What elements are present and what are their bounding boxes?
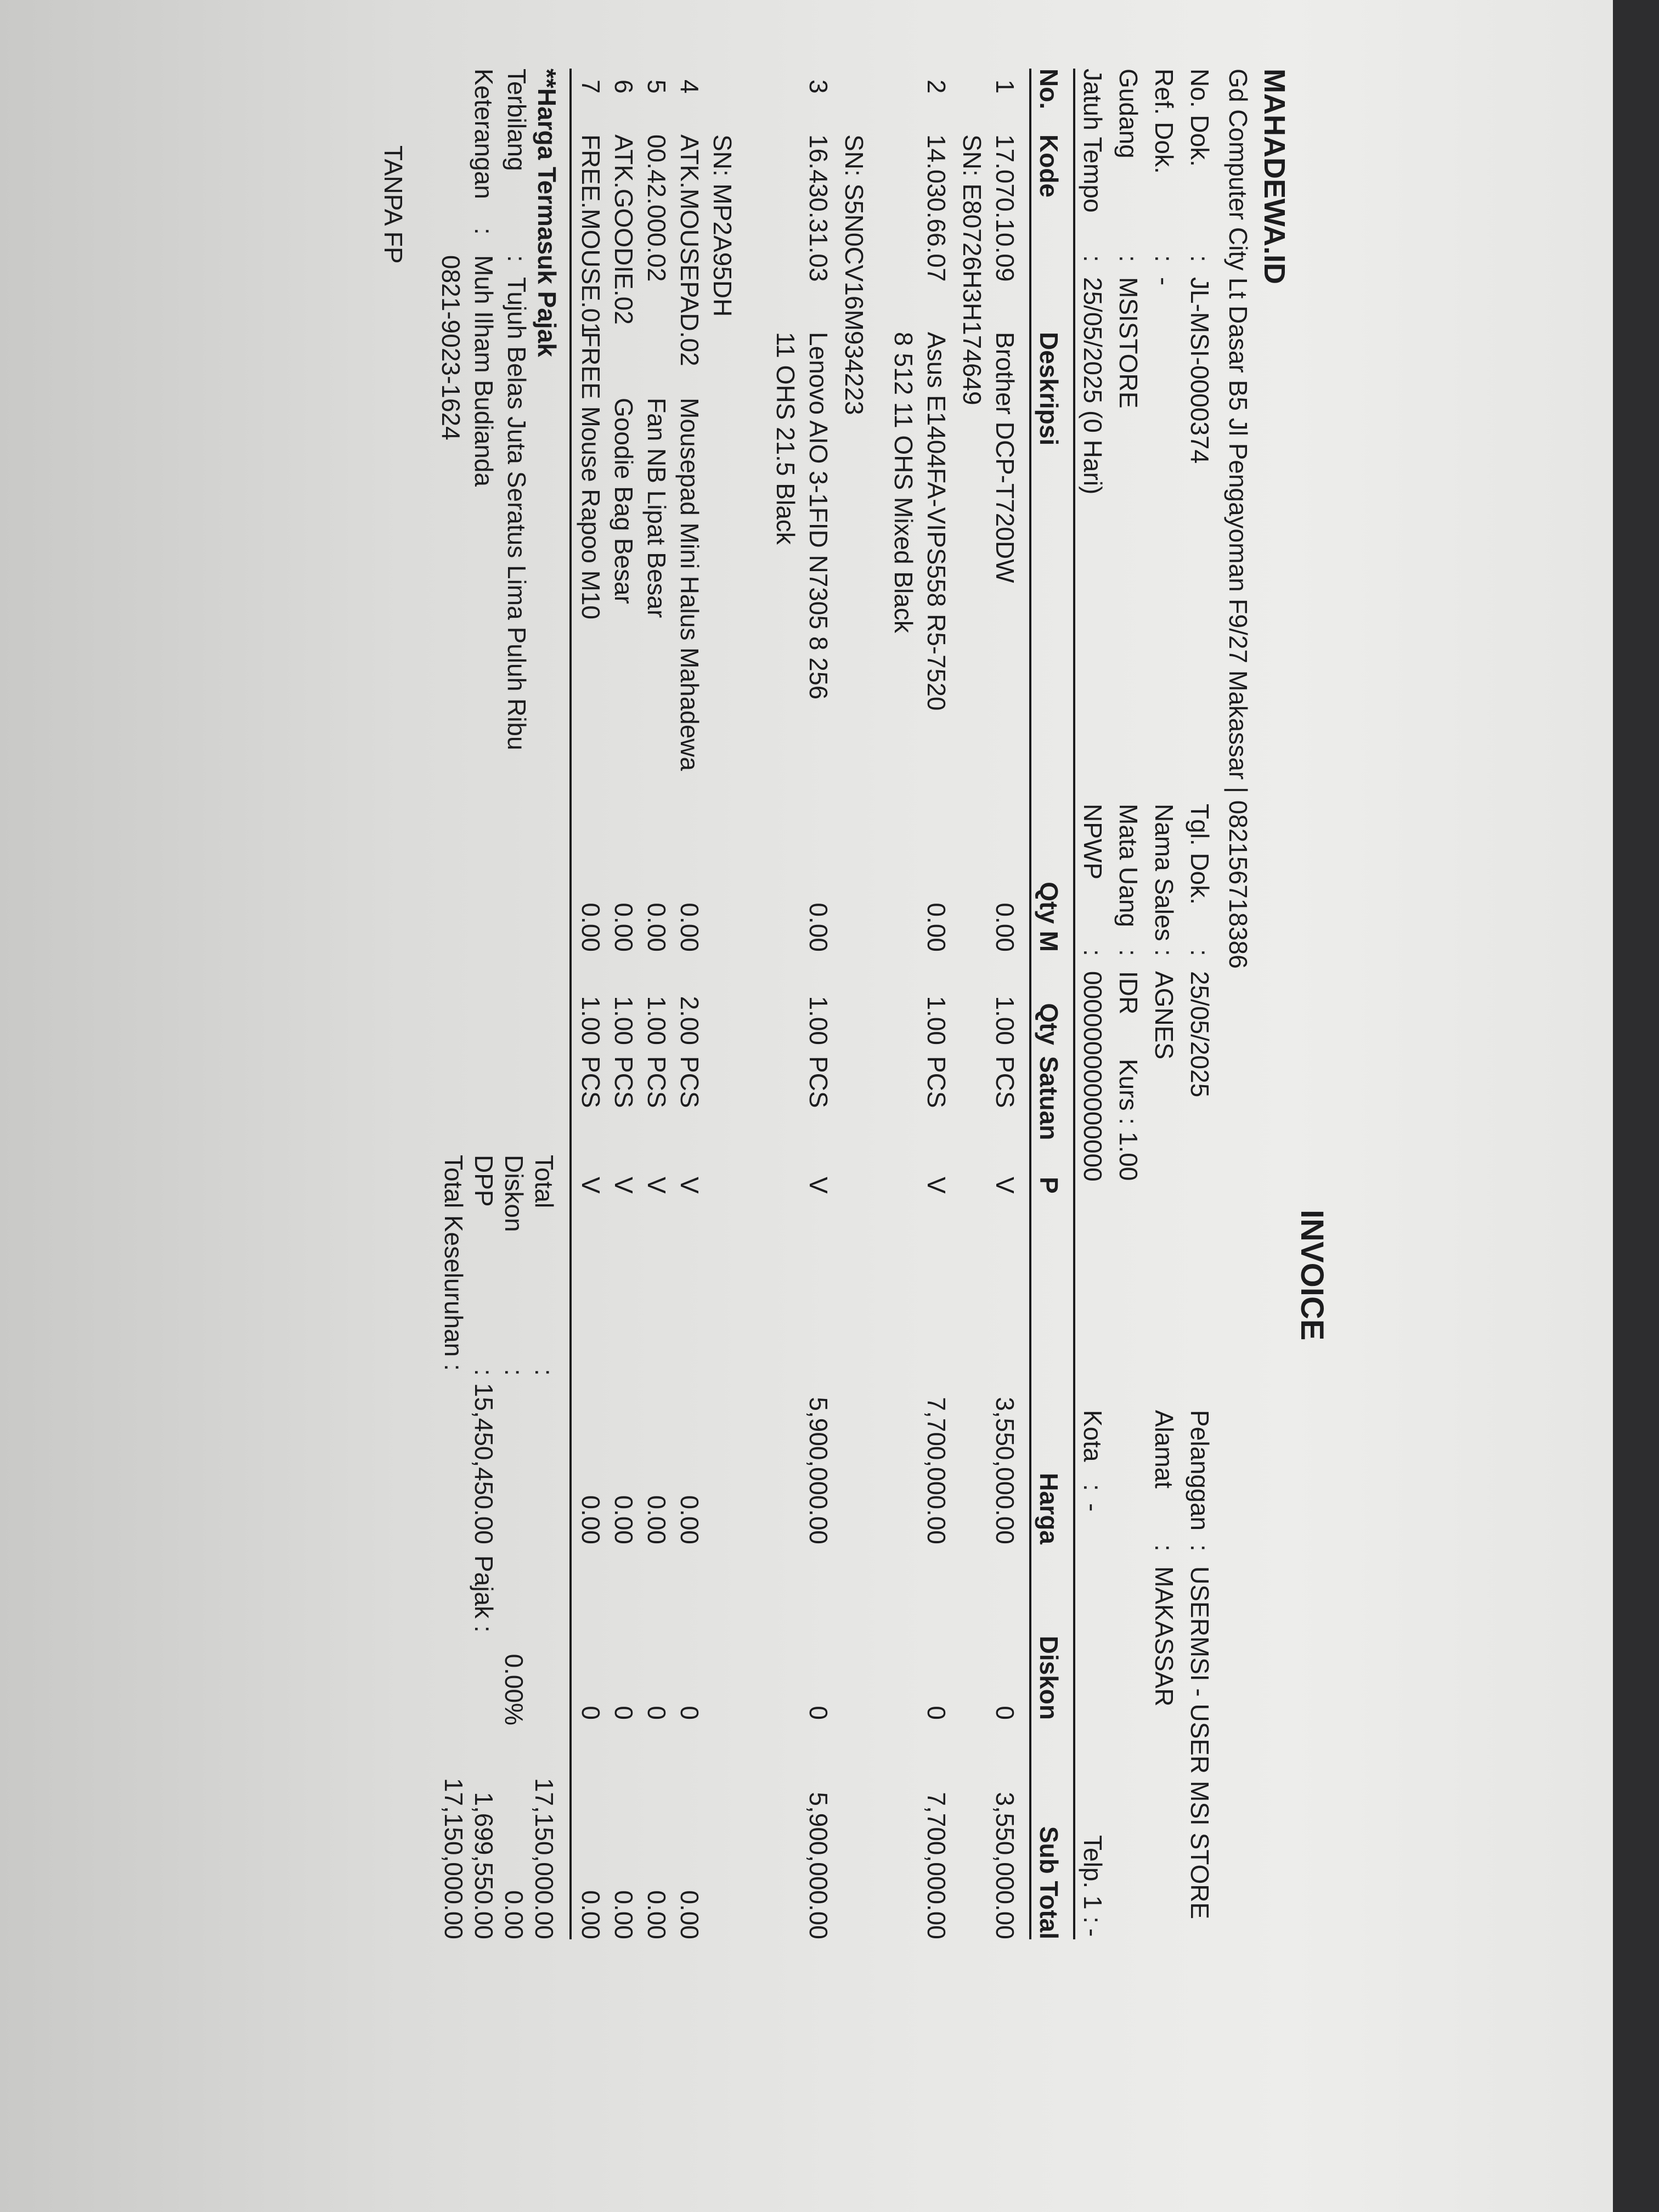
gudang-label: Gudang	[1114, 69, 1143, 159]
mata-uang-value: IDR	[1114, 971, 1143, 1015]
col-header-diskon: Diskon	[1035, 1635, 1063, 1720]
table-row-qty-m: 0.00	[991, 902, 1019, 952]
table-row-no: 6	[610, 80, 638, 94]
table-bottom-rule	[569, 69, 572, 1939]
mata-uang-label: Mata Uang	[1114, 804, 1143, 928]
table-row-diskon: 0	[804, 1706, 833, 1720]
dpp-value: 15,450,450.00	[470, 1383, 498, 1544]
col-header-deskripsi: Deskripsi	[1035, 332, 1063, 446]
terbilang-value: Tujuh Belas Juta Seratus Lima Puluh Ribu	[503, 277, 531, 751]
table-row-harga: 0.00	[675, 1495, 704, 1544]
nama-sales-label: Nama Sales	[1150, 804, 1178, 941]
alamat-label: Alamat	[1150, 1410, 1178, 1489]
table-row-subtotal: 0.00	[610, 1890, 638, 1939]
table-row-diskon: 0	[577, 1706, 605, 1720]
col-header-satuan: Satuan	[1035, 1056, 1063, 1141]
invoice-document	[66, 52, 1328, 2170]
col-header-qty-m: Qty M	[1035, 882, 1063, 952]
diskon-percent: 0.00%	[500, 1654, 528, 1725]
table-row-desc-line2: 8 512 11 OHS Mixed Black	[889, 332, 918, 633]
table-row-satuan: PCS	[991, 1056, 1019, 1108]
table-row-no: 3	[804, 80, 833, 94]
tgl-dok-label: Tgl. Dok.	[1186, 804, 1214, 905]
total-value: 17,150,000.00	[530, 1778, 558, 1939]
alamat-value: MAKASSAR	[1150, 1566, 1178, 1707]
table-row-diskon: 0	[610, 1706, 638, 1720]
colon: :	[1186, 949, 1214, 956]
table-row-desc: Asus E1404FA-VIPS558 R5-7520	[922, 332, 951, 711]
telp-value: -	[1079, 1928, 1107, 1937]
no-dok-value: JL-MSI-0000374	[1186, 277, 1214, 464]
colon: :	[503, 255, 531, 262]
table-row-serial: SN: S5N0CV16M934223	[840, 134, 868, 415]
table-row-qty: 1.00	[991, 996, 1019, 1045]
table-row-qty-m: 0.00	[675, 902, 704, 952]
table-row-subtotal: 7,700,000.00	[922, 1792, 951, 1939]
table-row-p: V	[577, 1177, 605, 1194]
col-header-no: No.	[1035, 69, 1063, 110]
table-row-kode: 16.430.31.03	[804, 134, 833, 282]
col-header-qty: Qty	[1035, 1003, 1063, 1045]
table-row-satuan: PCS	[804, 1056, 833, 1108]
table-row-desc: Mousepad Mini Halus Mahadewa	[675, 398, 704, 771]
company-name: MAHADEWA.ID	[1258, 69, 1291, 284]
table-row-no: 5	[642, 80, 671, 94]
table-row-subtotal: 5,900,000.00	[804, 1792, 833, 1939]
tax-note: **Harga Termasuk Pajak	[533, 69, 561, 357]
npwp-value: 000000000000000	[1079, 971, 1107, 1182]
colon: :	[1150, 255, 1178, 262]
table-row-satuan: PCS	[642, 1056, 671, 1108]
company-address: Gd Computer City Lt Dasar B5 Jl Pengayoman F9/27 Makassar | 082156718386	[1224, 69, 1252, 969]
table-row-no: 7	[577, 80, 605, 94]
table-row-harga: 3,550,000.00	[991, 1397, 1019, 1544]
table-row-harga: 0.00	[610, 1495, 638, 1544]
table-row-kode: FREE.MOUSE.01	[577, 134, 605, 337]
colon: :	[530, 1369, 558, 1376]
table-row-kode: ATK.GOODIE.02	[610, 134, 638, 325]
table-row-subtotal: 0.00	[577, 1890, 605, 1939]
table-header-rule	[1029, 69, 1031, 1939]
table-row-desc: Lenovo AIO 3-1FID N7305 8 256	[804, 332, 833, 699]
table-row-kode: 17.070.10.09	[991, 134, 1019, 282]
table-row-diskon: 0	[642, 1706, 671, 1720]
table-row-no: 1	[991, 80, 1019, 94]
table-row-desc: Brother DCP-T720DW	[991, 332, 1019, 583]
npwp-label: NPWP	[1079, 804, 1107, 879]
table-row-qty-m: 0.00	[642, 902, 671, 952]
pelanggan-value: USERMSI - USER MSI STORE	[1186, 1566, 1214, 1920]
invoice-title: INVOICE	[1294, 1210, 1330, 1341]
table-row-qty: 1.00	[577, 996, 605, 1045]
colon: :	[1186, 1544, 1214, 1551]
table-row-satuan: PCS	[577, 1056, 605, 1108]
kota-label: Kota	[1079, 1410, 1107, 1462]
table-row-qty-m: 0.00	[922, 902, 951, 952]
pajak-label: Pajak :	[470, 1555, 498, 1633]
pajak-value: 1,699,550.00	[470, 1792, 498, 1939]
table-row-p: V	[922, 1177, 951, 1194]
table-row-p: V	[610, 1177, 638, 1194]
table-row-p: V	[991, 1177, 1019, 1194]
colon: :	[470, 228, 498, 235]
pelanggan-label: Pelanggan	[1186, 1410, 1214, 1531]
table-row-desc: Goodie Bag Besar	[610, 398, 638, 604]
table-row-satuan: PCS	[922, 1056, 951, 1108]
diskon-label: Diskon	[500, 1155, 528, 1232]
jatuh-tempo-value: 25/05/2025 (0 Hari)	[1079, 277, 1107, 495]
table-row-kode: ATK.MOUSEPAD.02	[675, 134, 704, 366]
tanpa-fp: TANPA FP	[379, 145, 408, 264]
keterangan-label: Keterangan	[470, 69, 498, 199]
total-label: Total	[530, 1155, 558, 1209]
keterangan-value: Muh Ilham Budianda	[470, 255, 498, 487]
telp-label: Telp. 1 :	[1079, 1835, 1107, 1924]
table-row-p: V	[675, 1177, 704, 1194]
table-row-qty: 2.00	[675, 996, 704, 1045]
gudang-value: MSISTORE	[1114, 277, 1143, 409]
table-row-qty: 1.00	[610, 996, 638, 1045]
table-row-satuan: PCS	[610, 1056, 638, 1108]
col-header-harga: Harga	[1035, 1472, 1063, 1544]
colon: :	[1114, 949, 1143, 956]
table-row-desc-line2: 11 OHS 21.5 Black	[771, 332, 800, 545]
nama-sales-value: AGNES	[1150, 971, 1178, 1060]
table-row-diskon: 0	[922, 1706, 951, 1720]
table-row-qty-m: 0.00	[804, 902, 833, 952]
keterangan-phone: 0821-9023-1624	[437, 255, 465, 441]
table-row-p: V	[804, 1177, 833, 1194]
total-keseluruhan-label: Total Keseluruhan :	[439, 1155, 468, 1371]
table-row-qty: 1.00	[922, 996, 951, 1045]
table-row-qty: 1.00	[804, 996, 833, 1045]
table-row-subtotal: 3,550,000.00	[991, 1792, 1019, 1939]
table-row-qty-m: 0.00	[610, 902, 638, 952]
kota-value: -	[1079, 1503, 1107, 1512]
table-row-harga: 7,700,000.00	[922, 1397, 951, 1544]
table-row-qty-m: 0.00	[577, 902, 605, 952]
col-header-kode: Kode	[1035, 134, 1063, 198]
colon: :	[470, 1369, 498, 1376]
table-row-subtotal: 0.00	[675, 1890, 704, 1939]
colon: :	[1150, 1544, 1178, 1551]
tgl-dok-value: 25/05/2025	[1186, 971, 1214, 1098]
table-row-harga: 5,900,000.00	[804, 1397, 833, 1544]
table-row-subtotal: 0.00	[642, 1890, 671, 1939]
col-header-p: P	[1035, 1177, 1063, 1194]
colon: :	[1186, 255, 1214, 262]
table-row-harga: 0.00	[577, 1495, 605, 1544]
table-row-kode: 00.42.000.02	[642, 134, 671, 282]
kurs-value: Kurs : 1.00	[1114, 1059, 1143, 1181]
table-top-rule	[1073, 69, 1075, 1939]
colon: :	[1114, 255, 1143, 262]
colon: :	[1079, 1484, 1107, 1491]
colon: :	[1150, 949, 1178, 956]
ref-dok-label: Ref. Dok.	[1150, 69, 1178, 174]
table-row-serial: SN: MP2A95DH	[708, 134, 737, 317]
table-row-desc: Fan NB Lipat Besar	[642, 398, 671, 618]
table-row-p: V	[642, 1177, 671, 1194]
table-row-qty: 1.00	[642, 996, 671, 1045]
total-keseluruhan-value: 17,150,000.00	[439, 1778, 468, 1939]
ref-dok-value: -	[1150, 277, 1178, 286]
jatuh-tempo-label: Jatuh Tempo	[1079, 69, 1107, 213]
table-row-diskon: 0	[991, 1706, 1019, 1720]
dpp-label: DPP	[470, 1155, 498, 1207]
table-row-harga: 0.00	[642, 1495, 671, 1544]
table-row-no: 2	[922, 80, 951, 94]
colon: :	[500, 1369, 528, 1376]
table-row-diskon: 0	[675, 1706, 704, 1720]
table-row-no: 4	[675, 80, 704, 94]
table-row-desc: FREE Mouse Rapoo M10	[577, 332, 605, 620]
colon: :	[1079, 949, 1107, 956]
table-row-satuan: PCS	[675, 1056, 704, 1108]
terbilang-label: Terbilang	[503, 69, 531, 171]
table-row-kode: 14.030.66.07	[922, 134, 951, 282]
col-header-subtotal: Sub Total	[1035, 1826, 1063, 1939]
no-dok-label: No. Dok.	[1186, 69, 1214, 167]
diskon-value: 0.00	[500, 1890, 528, 1939]
colon: :	[1079, 255, 1107, 262]
table-row-serial: SN: E80726H3H174649	[958, 134, 986, 405]
